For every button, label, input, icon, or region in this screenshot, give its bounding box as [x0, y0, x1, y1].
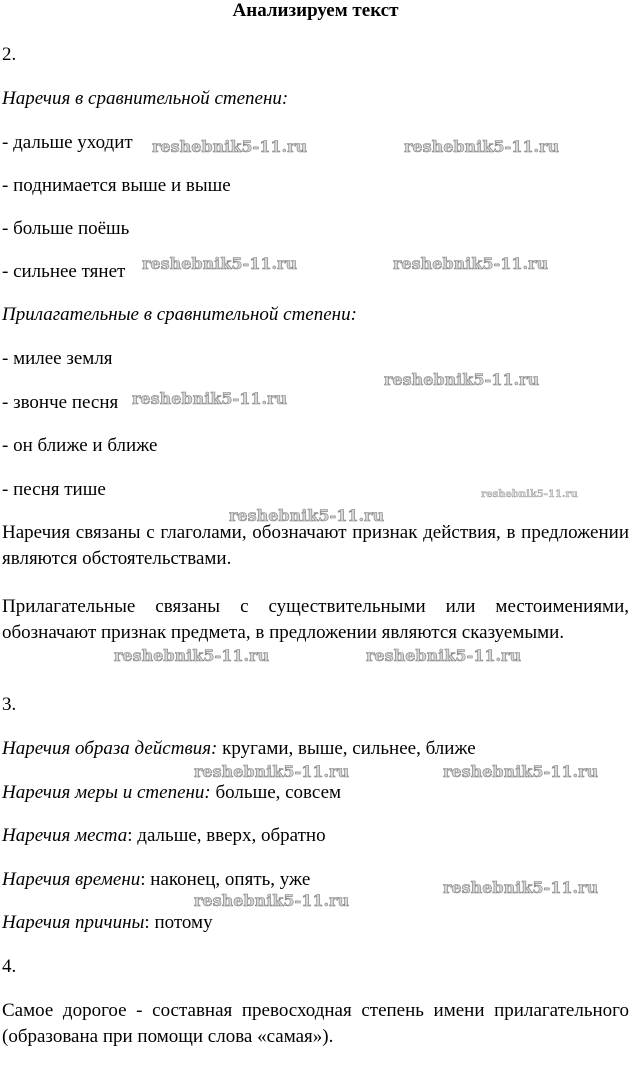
category-label: Наречия меры и степени:	[2, 782, 211, 803]
watermark: reshebnik5-11.ru	[194, 762, 350, 781]
section-number-4: 4.	[2, 956, 17, 977]
section-number-2: 2.	[2, 44, 17, 65]
watermark: reshebnik5-11.ru	[384, 370, 540, 389]
category-label: Наречия места	[2, 825, 128, 846]
watermark: reshebnik5-11.ru	[443, 762, 599, 781]
adverb-category-row	[2, 782, 341, 804]
category-label: Наречия образа действия:	[2, 738, 218, 759]
adverb-category-row	[2, 869, 310, 891]
page-title: Анализируем текст	[232, 0, 399, 21]
watermark: reshebnik5-11.ru	[481, 489, 578, 500]
adjective-item: - песня тише	[2, 479, 106, 500]
watermark: reshebnik5-11.ru	[404, 137, 560, 156]
adjective-item: - звонче песня	[2, 392, 119, 413]
adjectives-heading: Прилагательные в сравнительной степени:	[2, 304, 357, 325]
adverb-item: - сильнее тянет	[2, 261, 126, 282]
adjective-item: - милее земля	[2, 348, 113, 369]
superlative-explanation: Самое дорогое - составная превосходная степень имени прилагательного (образована при помощи слова «самая»).	[2, 1000, 629, 1047]
category-value: больше, совсем	[210, 782, 342, 803]
category-value: : дальше, вверх, обратно	[127, 825, 326, 846]
adjective-item: - он ближе и ближе	[2, 435, 158, 456]
watermark: reshebnik5-11.ru	[194, 891, 350, 910]
adverb-item: - больше поёшь	[2, 218, 130, 239]
watermark: reshebnik5-11.ru	[152, 137, 308, 156]
category-label: Наречия времени	[2, 869, 141, 890]
watermark: reshebnik5-11.ru	[132, 389, 288, 408]
category-value: : потому	[144, 912, 213, 933]
watermark: reshebnik5-11.ru	[443, 878, 599, 897]
adverb-item: - поднимается выше и выше	[2, 175, 231, 196]
watermark: reshebnik5-11.ru	[366, 646, 522, 665]
watermark: reshebnik5-11.ru	[142, 254, 298, 273]
adverb-category-row	[2, 825, 326, 847]
watermark: reshebnik5-11.ru	[229, 506, 385, 525]
category-value: кругами, выше, сильнее, ближе	[217, 738, 476, 759]
category-value: : наконец, опять, уже	[140, 869, 311, 890]
category-label: Наречия причины	[2, 912, 145, 933]
adverb-item: - дальше уходит	[2, 132, 133, 153]
adverbs-heading: Наречия в сравнительной степени:	[2, 88, 289, 109]
section-number-3: 3.	[2, 694, 17, 715]
watermark: reshebnik5-11.ru	[393, 254, 549, 273]
adjectives-explanation: Прилагательные связаны с существительными или местоимениями, обозначают признак предмета, в предложении являются сказуемыми.	[2, 596, 629, 643]
adverb-category-row	[2, 912, 213, 934]
watermark: reshebnik5-11.ru	[114, 646, 270, 665]
adverbs-explanation: Наречия связаны с глаголами, обозначают признак действия, в предложении являются обстоятельствами.	[2, 522, 629, 569]
adverb-category-row	[2, 738, 476, 760]
